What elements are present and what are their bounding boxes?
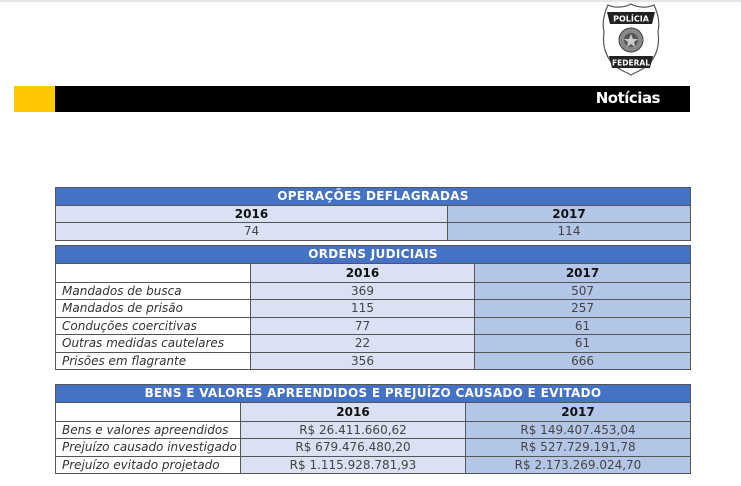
row-label: Outras medidas cautelares (56, 335, 251, 353)
bens-valores-table (55, 384, 691, 474)
value-2017: 257 (475, 300, 691, 318)
year-header-2016: 2016 (251, 263, 475, 282)
value-2016: 74 (56, 223, 448, 241)
value-2017: 114 (448, 223, 691, 241)
year-header-2017: 2017 (466, 402, 691, 421)
value-2016: 369 (251, 282, 475, 300)
year-header-2017: 2017 (475, 263, 691, 282)
value-2017: 507 (475, 282, 691, 300)
table-row (56, 421, 691, 439)
year-header-2017: 2017 (448, 205, 691, 223)
table-row (56, 439, 691, 457)
table-row (56, 335, 691, 353)
table-title: BENS E VALORES APREENDIDOS E PREJUÍZO CAUSADO E EVITADO (56, 385, 691, 403)
value-2017: R$ 149.407.453,04 (466, 421, 691, 439)
value-2016: R$ 679.476.480,20 (241, 439, 466, 457)
row-label: Bens e valores apreendidos (56, 421, 241, 439)
badge-top-text: POLÍCIA (613, 14, 649, 24)
value-2016: 77 (251, 317, 475, 335)
ordens-judiciais-table (55, 245, 691, 370)
banner-accent (14, 86, 55, 112)
value-2017: 61 (475, 335, 691, 353)
row-label: Prejuízo evitado projetado (56, 456, 241, 474)
value-2016: 115 (251, 300, 475, 318)
table-row (56, 300, 691, 318)
row-label: Mandados de prisão (56, 300, 251, 318)
value-2016: R$ 1.115.928.781,93 (241, 456, 466, 474)
table-row (56, 282, 691, 300)
value-2016: 22 (251, 335, 475, 353)
row-label: Conduções coercitivas (56, 317, 251, 335)
operacoes-table (55, 187, 691, 241)
table-row (56, 352, 691, 370)
table-row (56, 456, 691, 474)
value-2017: R$ 527.729.191,78 (466, 439, 691, 457)
row-label: Mandados de busca (56, 282, 251, 300)
table-title: OPERAÇÕES DEFLAGRADAS (56, 188, 691, 206)
row-label: Prejuízo causado investigado (56, 439, 241, 457)
badge-bottom-text: FEDERAL (612, 58, 650, 68)
value-2016: 356 (251, 352, 475, 370)
value-2017: R$ 2.173.269.024,70 (466, 456, 691, 474)
year-header-2016: 2016 (56, 205, 448, 223)
value-2016: R$ 26.411.660,62 (241, 421, 466, 439)
policia-federal-badge-logo (600, 2, 662, 76)
value-2017: 666 (475, 352, 691, 370)
section-title: Notícias (595, 89, 660, 107)
table-row (56, 317, 691, 335)
blank-header-cell (56, 263, 251, 282)
blank-header-cell (56, 402, 241, 421)
value-2017: 61 (475, 317, 691, 335)
row-label: Prisões em flagrante (56, 352, 251, 370)
table-title: ORDENS JUDICIAIS (56, 246, 691, 264)
section-banner (55, 86, 690, 112)
year-header-2016: 2016 (241, 402, 466, 421)
